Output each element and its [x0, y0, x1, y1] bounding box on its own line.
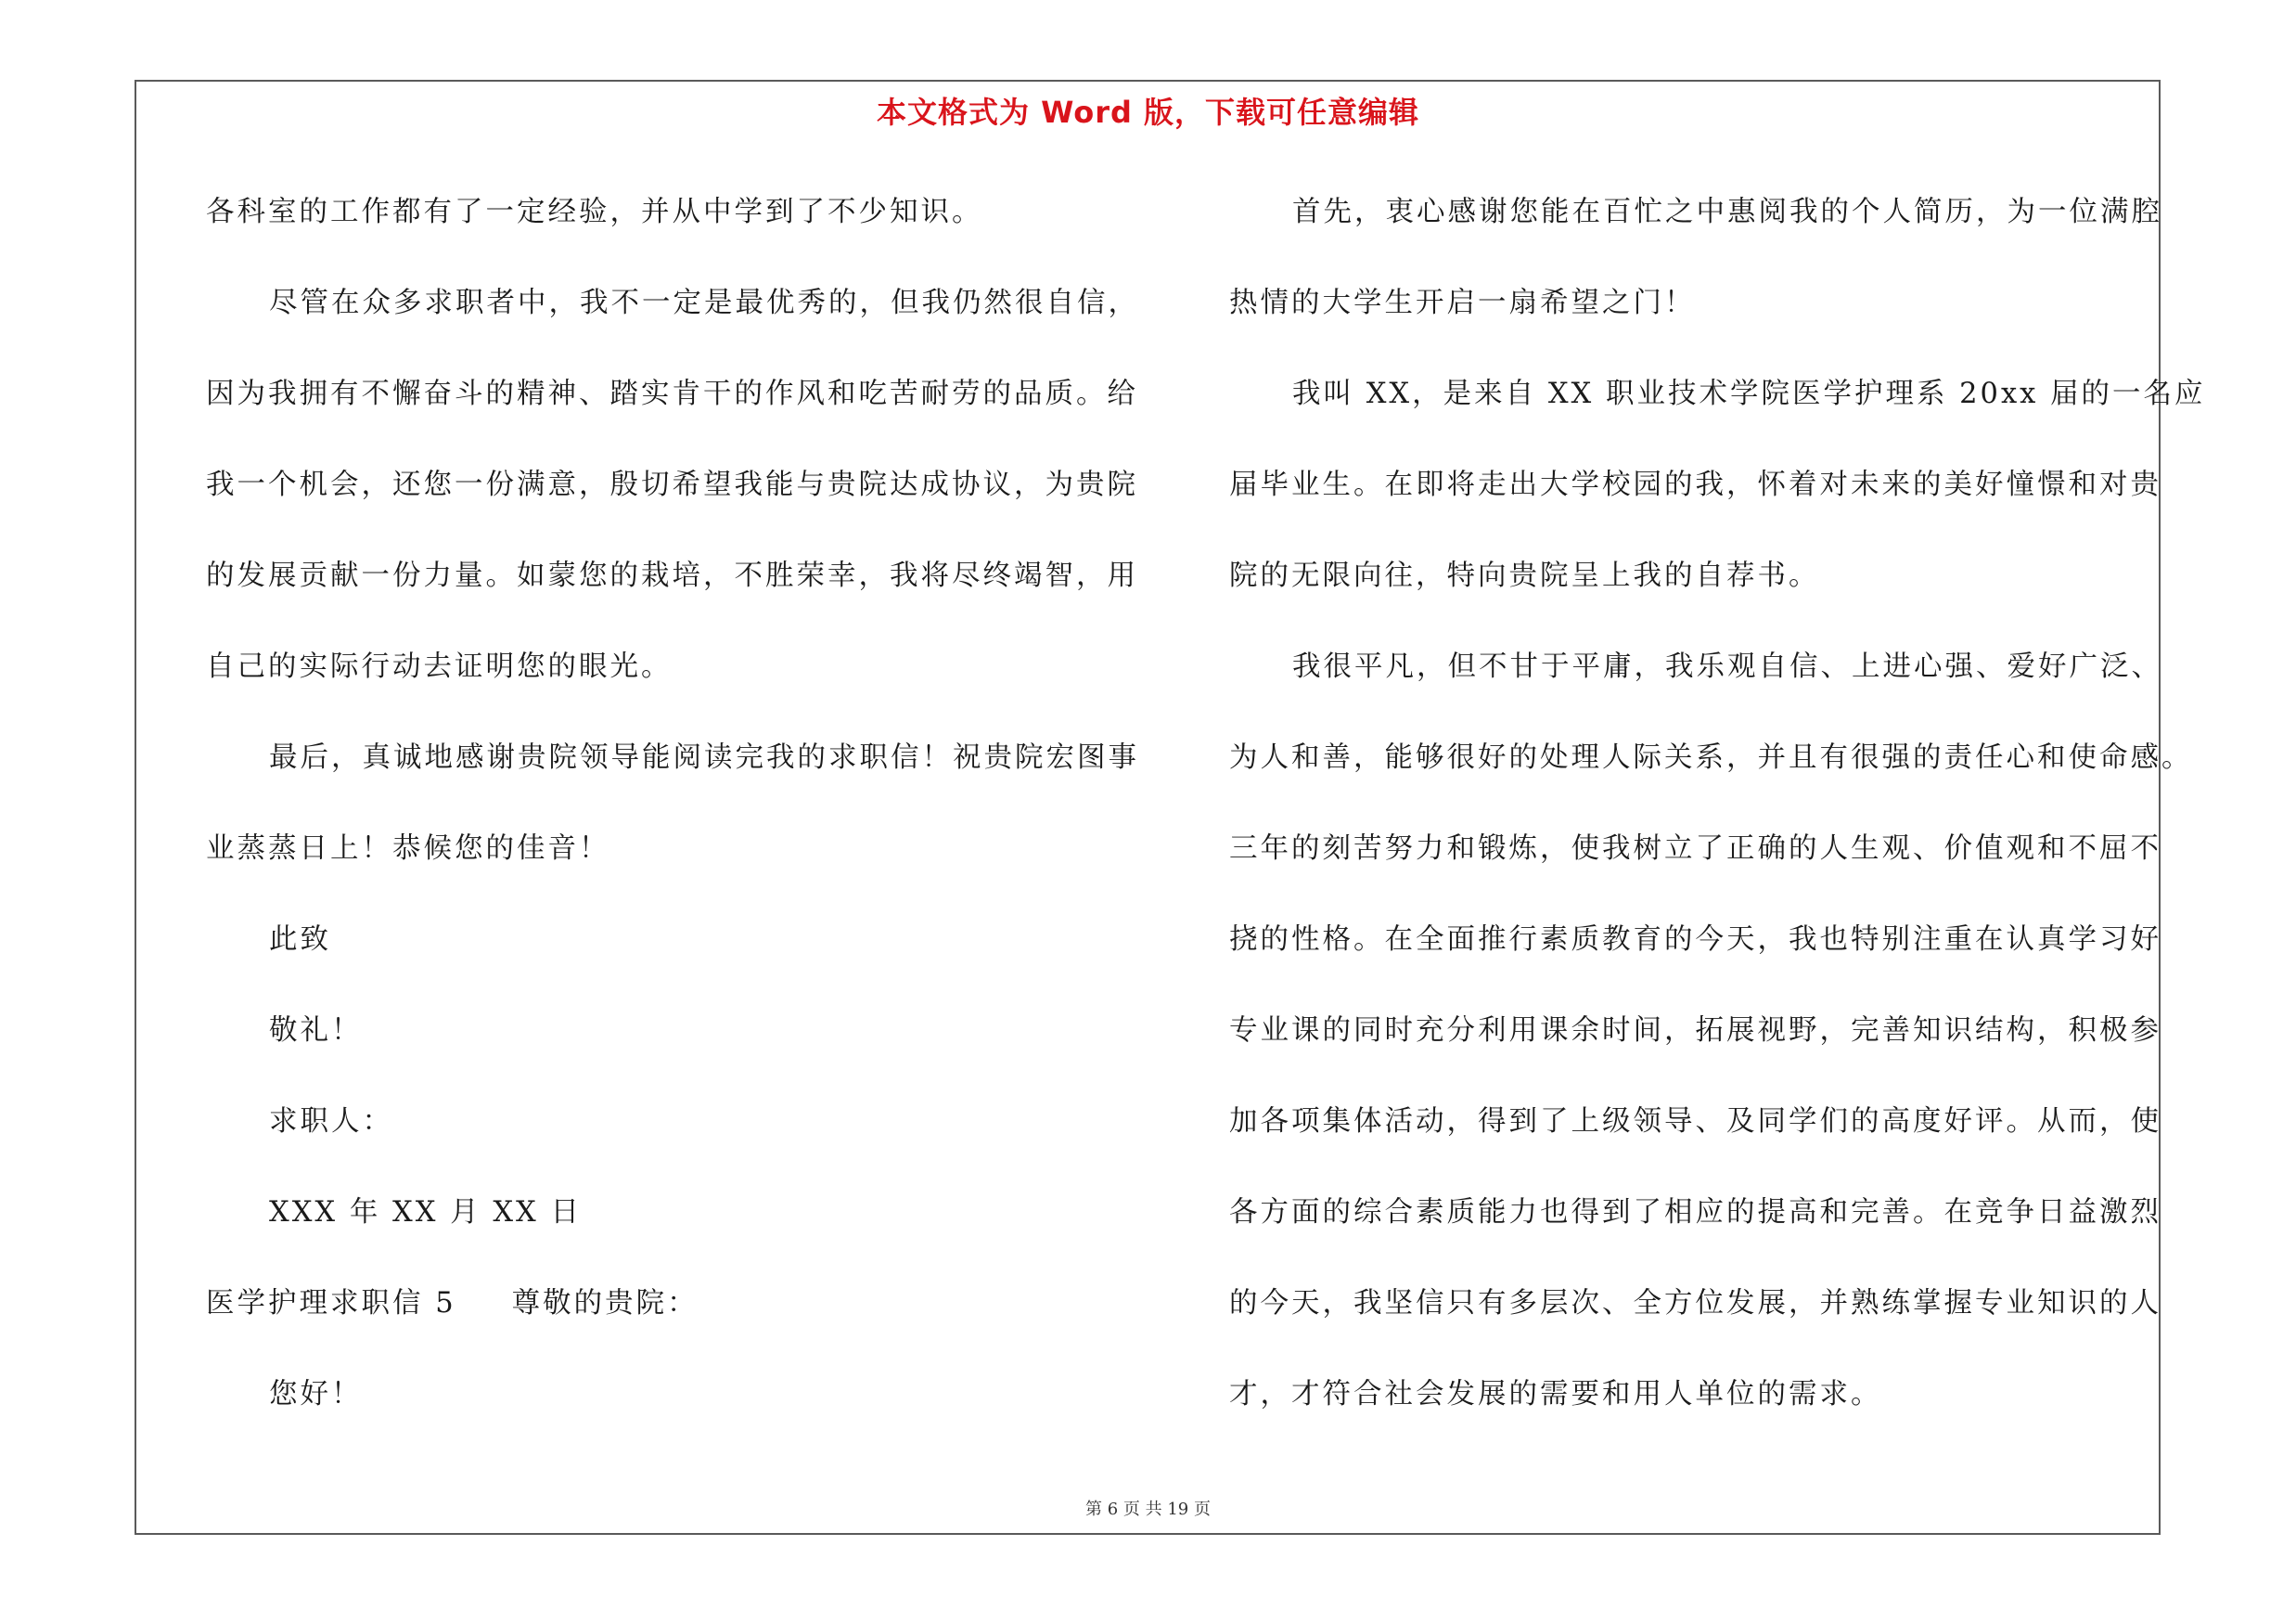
text-line: 自己的实际行动去证明您的眼光。: [206, 650, 673, 683]
text-line: 才，才符合社会发展的需要和用人单位的需求。: [1229, 1378, 1882, 1410]
salutation: 尊敬的贵院：: [511, 1287, 699, 1320]
text-line: 我一个机会，还您一份满意，殷切希望我能与贵院达成协议，为贵院: [206, 469, 1138, 501]
right-column: [1229, 186, 2206, 1459]
regards-line: 敬礼！: [269, 1014, 363, 1047]
text-line: 热情的大学生开启一扇希望之门！: [1229, 287, 1696, 319]
date-line: XXX 年 XX 月 XX 日: [269, 1196, 582, 1229]
text-line: 尽管在众多求职者中，我不一定是最优秀的，但我仍然很自信，: [269, 287, 1139, 319]
text-line: 三年的刻苦努力和锻炼，使我树立了正确的人生观、价值观和不屈不: [1229, 832, 2161, 865]
format-banner: 本文格式为 Word 版，下载可任意编辑: [876, 95, 1420, 130]
greeting-line: 您好！: [269, 1378, 363, 1410]
closing-line: 此致: [269, 923, 331, 956]
text-line: 我叫 XX，是来自 XX 职业技术学院医学护理系 20xx 届的一名应: [1292, 378, 2206, 410]
text-line: 各方面的综合素质能力也得到了相应的提高和完善。在竞争日益激烈: [1229, 1196, 2161, 1229]
page-number: 第 6 页 共 19 页: [1085, 1500, 1211, 1519]
text-line: 届毕业生。在即将走出大学校园的我，怀着对未来的美好憧憬和对贵: [1229, 469, 2161, 501]
section-title: 医学护理求职信 5: [206, 1287, 456, 1320]
text-line: 我很平凡，但不甘于平庸，我乐观自信、上进心强、爱好广泛、: [1292, 650, 2162, 683]
text-line: 的发展贡献一份力量。如蒙您的栽培，不胜荣幸，我将尽终竭智，用: [206, 560, 1138, 592]
text-line: 专业课的同时充分利用课余时间，拓展视野，完善知识结构，积极参: [1229, 1014, 2161, 1047]
text-line: 院的无限向往，特向贵院呈上我的自荐书。: [1229, 560, 1820, 592]
text-line: 首先，衷心感谢您能在百忙之中惠阅我的个人简历，为一位满腔: [1292, 196, 2162, 228]
text-line: 最后，真诚地感谢贵院领导能阅读完我的求职信！祝贵院宏图事: [269, 741, 1139, 774]
left-column: [206, 186, 1139, 1459]
text-line: 业蒸蒸日上！恭候您的佳音！: [206, 832, 610, 865]
text-line: 的今天，我坚信只有多层次、全方位发展，并熟练掌握专业知识的人: [1229, 1287, 2161, 1320]
text-line: 加各项集体活动，得到了上级领导、及同学们的高度好评。从而，使: [1229, 1105, 2161, 1138]
text-line: 各科室的工作都有了一定经验，并从中学到了不少知识。: [206, 196, 983, 228]
text-line: 因为我拥有不懈奋斗的精神、踏实肯干的作风和吃苦耐劳的品质。给: [206, 378, 1138, 410]
section-heading-line: [206, 1277, 1124, 1368]
text-line: 挠的性格。在全面推行素质教育的今天，我也特别注重在认真学习好: [1229, 923, 2161, 956]
text-line: 为人和善，能够很好的处理人际关系，并且有很强的责任心和使命感。: [1229, 741, 2193, 774]
applicant-line: 求职人：: [269, 1105, 393, 1138]
